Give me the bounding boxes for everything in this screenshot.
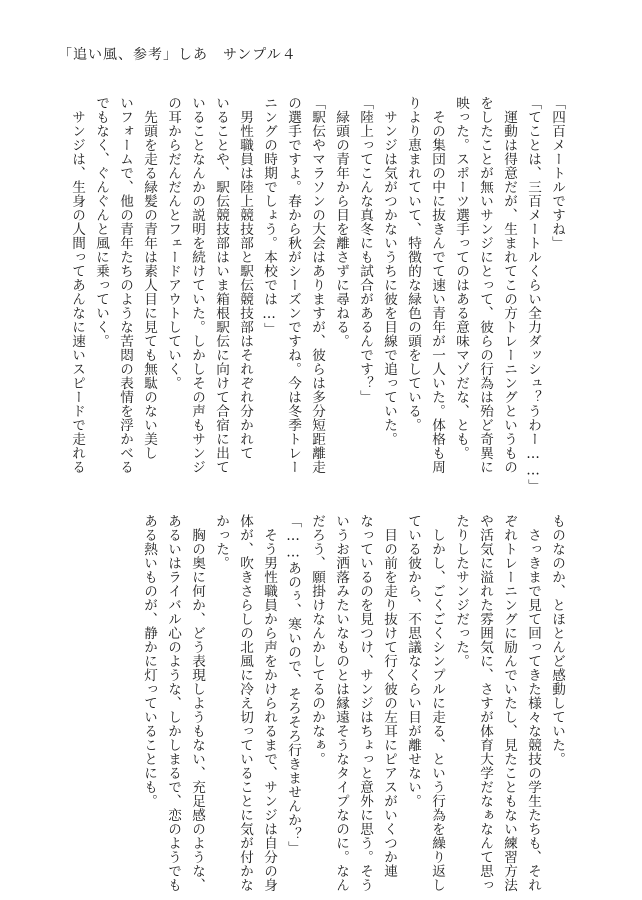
page-header: 「追い風、参考」しあ サンプル４ bbox=[58, 47, 297, 63]
text-line: 胸の奥に何か、どう表現しようもない、充足感のような、 bbox=[189, 514, 205, 892]
text-line: や活気に溢れた雰囲気に、さすが体育大学だなぁなんて思っ bbox=[477, 514, 493, 892]
text-line: の耳からだんだんとフェードアウトしていく。 bbox=[165, 96, 181, 390]
text-line: ぞれトレーニングに励んでいたし、見たこともない練習方法 bbox=[501, 514, 517, 892]
text-line: サンジは、生身の人間ってあんなに速いスピードで走れる bbox=[69, 96, 85, 474]
text-line: しかし、ごくごくシンプルに走る、という行為を繰り返し bbox=[429, 514, 445, 892]
text-line: ものなのか、とほとんど感動していた。 bbox=[549, 514, 565, 766]
text-line: 男性職員は陸上競技部と駅伝競技部はそれぞれ分かれて bbox=[237, 96, 253, 460]
text-line: 体が、吹きさらしの北風に冷え切っていることに気が付かな bbox=[237, 514, 253, 892]
text-line: の選手ですよ。春から秋がシーズンですね。今は冬季トレー bbox=[285, 96, 301, 474]
text-line: あるいはライバル心のような、しかしまるで、恋のようでも bbox=[165, 514, 181, 892]
text-line: 映った。スポーツ選手ってのはある意味マゾだな、とも。 bbox=[453, 96, 469, 460]
text-line: なっているのを見つけ、サンジはちょっと意外に思う。そう bbox=[357, 514, 373, 892]
text-line: そう男性職員から声をかけられるまで、サンジは自分の身 bbox=[261, 514, 277, 892]
text-line: 「駅伝やマラソンの大会はありますが、彼らは多分短距離走 bbox=[309, 96, 325, 474]
text-line: ている彼から、不思議なくらい目が離せない。 bbox=[405, 514, 421, 808]
text-line: りより恵まれていて、特徴的な緑色の頭をしている。 bbox=[405, 96, 421, 432]
text-line: 緑頭の青年から目を離さずに尋ねる。 bbox=[333, 96, 349, 348]
text-line: 運動は得意だが、生まれてこの方トレーニングというもの bbox=[501, 96, 517, 474]
text-line: 目の前を走り抜けて行く彼の左耳にピアスがいくつか連 bbox=[381, 514, 397, 878]
text-line: 「てことは、三百メートルくらい全力ダッシュ？うわー……」 bbox=[525, 96, 541, 493]
text-line: 「……あのぅ、寒いので、そろそろ行きませんか？」 bbox=[285, 514, 301, 855]
text-line: でもなく、ぐんぐんと風に乗っていく。 bbox=[93, 96, 109, 348]
text-line: いることや、駅伝競技部はいま箱根駅伝に向けて合宿に出て bbox=[213, 96, 229, 474]
text-line: いフォームで、他の青年たちのような苦悶の表情を浮かべる bbox=[117, 96, 133, 474]
text-line: さっきまで見て回ってきた様々な競技の学生たちも、それ bbox=[525, 514, 541, 892]
text-line: その集団の中に抜きんでて速い青年が一人いた。体格も周 bbox=[429, 96, 445, 474]
text-line: ある熱いものが、静かに灯っていることにも。 bbox=[141, 514, 157, 808]
text-line: だろう、願掛けなんかしてるのかなぁ。 bbox=[309, 514, 325, 766]
text-line: 「四百メートルですね」 bbox=[549, 96, 565, 250]
text-line: いることなんかの説明を続けていた。しかしその声もサンジ bbox=[189, 96, 205, 474]
text-line: ニングの時期でしょう。本校では…」 bbox=[261, 96, 277, 337]
text-line: サンジは気がつかないうちに彼を目線で追っていた。 bbox=[381, 96, 397, 446]
text-line: いうお洒落みたいなものとは縁遠そうなタイプなのに。なん bbox=[333, 514, 349, 892]
text-line: 「陸上ってこんな真冬にも試合があるんです？」 bbox=[357, 96, 373, 404]
text-line: 先頭を走る緑髪の青年は素人目に見ても無駄のない美し bbox=[141, 96, 157, 460]
text-line: たりしたサンジだった。 bbox=[453, 514, 469, 668]
text-line: をしたことが無いサンジにとって、彼らの行為は殆ど奇異に bbox=[477, 96, 493, 474]
text-line: かった。 bbox=[213, 514, 229, 570]
